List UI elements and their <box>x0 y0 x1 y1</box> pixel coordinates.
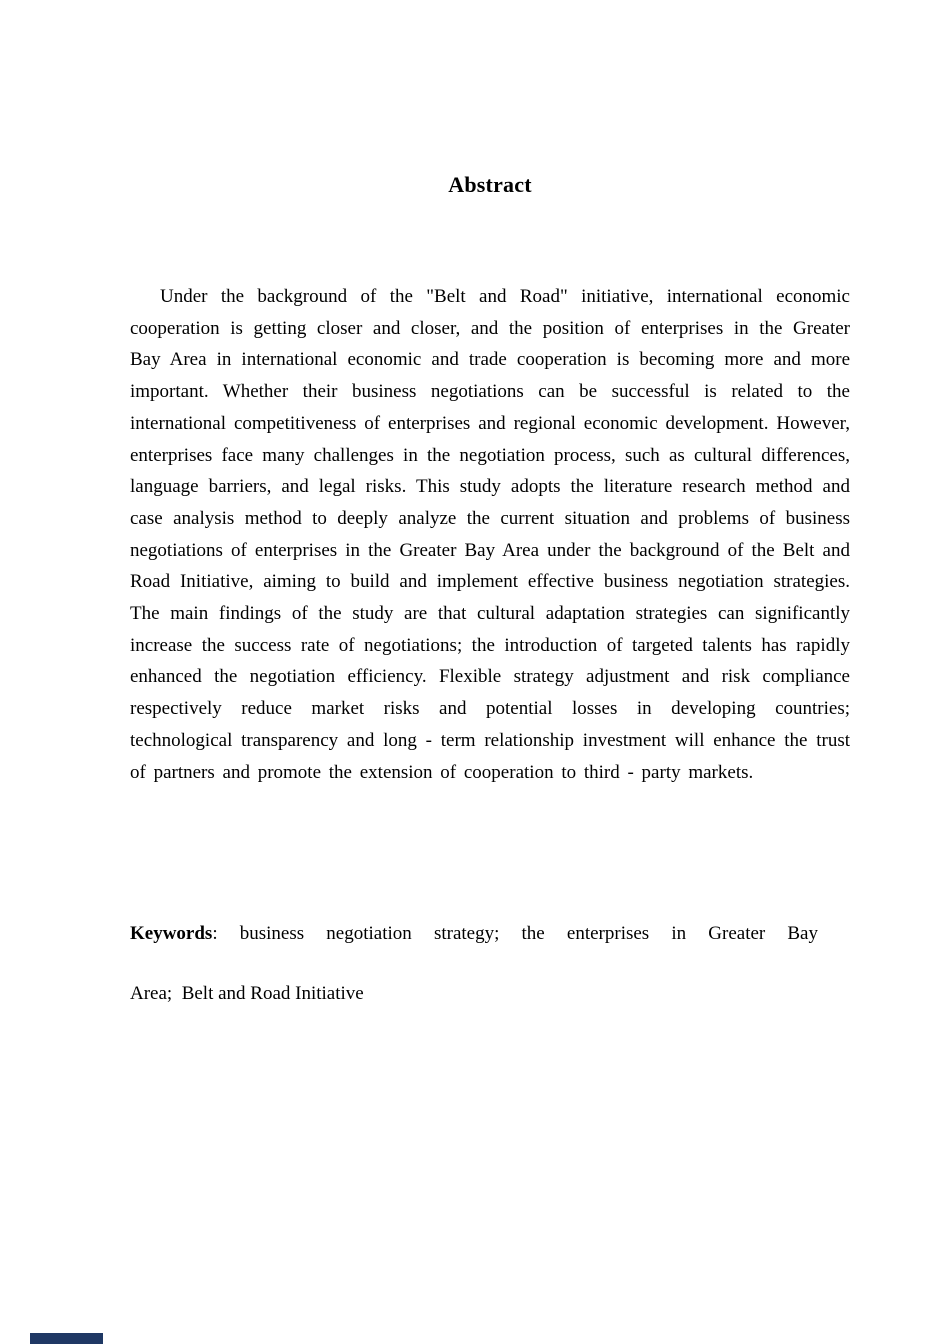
keywords-line-2: Area; Belt and Road Initiative <box>130 983 364 1004</box>
keywords-line-1 <box>130 918 818 950</box>
page-bottom-fragment <box>30 1333 103 1344</box>
abstract-title: Abstract <box>448 172 532 197</box>
keywords-label: Keywords <box>130 923 213 944</box>
keywords-block <box>130 918 818 1010</box>
keywords-line1-text: : business negotiation strategy; the enterprises in Greater Bay <box>212 923 818 944</box>
abstract-paragraph: Under the background of the "Belt and Road" initiative, international economic cooperation is getting closer and closer, and the position of enterprises in the Greater Bay Area in international economic and trade cooperation is becoming more and more important. Whether their business negotiations can be successful is related to the international competitiveness of enterprises and regional economic development. However, enterprises face many challenges in the negotiation process, such as cultural differences, language barriers, and legal risks. This study adopts the literature research method and case analysis method to deeply analyze the current situation and problems of business negotiations of enterprises in the Greater Bay Area under the background of the Belt and Road Initiative, aiming to build and implement effective business negotiation strategies. The main findings of the study are that cultural adaptation strategies can significantly increase the success rate of negotiations; the introduction of targeted talents has rapidly enhanced the negotiation efficiency. Flexible strategy adjustment and risk compliance respectively reduce market risks and potential losses in developing countries; technological transparency and long - term relationship investment will enhance the trust of partners and promote the extension of cooperation to third - party markets. <box>130 286 850 783</box>
